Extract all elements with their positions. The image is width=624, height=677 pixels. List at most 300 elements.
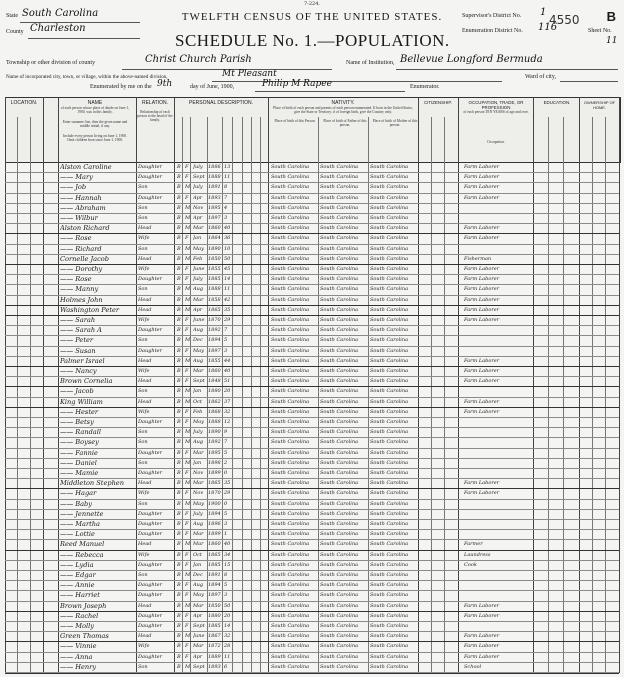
cell-mother: South Carolina [370,317,409,323]
cell-race: B [177,317,181,323]
cell-sex: F [185,643,189,650]
cell-relation: Head [138,633,152,640]
cell-month: Aug [193,327,204,334]
cell-race: B [177,582,181,589]
cell-age: 40 [224,541,231,548]
cell-father: South Carolina [320,245,359,252]
cell-race: B [177,602,181,609]
cell-mother: South Carolina [370,429,409,436]
cell-year: 1880 [208,612,221,619]
cell-mother: South Carolina [370,582,409,589]
corner-letter: B [606,9,616,24]
cell-month: Mar [193,643,204,650]
cell-relation: Daughter [138,531,162,538]
schedule-title: SCHEDULE No. 1.—POPULATION. [175,31,450,50]
cell-race: B [177,551,181,558]
county-value: Charleston [30,23,86,34]
form-number: 7-224. [303,1,320,7]
cell-month: Apr [193,612,203,619]
cell-sex: M [185,357,191,364]
enumerator-label: Enumerator. [410,84,440,90]
cell-month: July [193,276,203,283]
sheet-value: 11 [606,36,618,46]
cell-year: 1888 [208,174,221,181]
cell-occupation: Farm Laborer [464,490,500,497]
cell-place: South Carolina [271,245,310,252]
cell-place: South Carolina [271,490,310,497]
cell-relation: Wife [138,551,150,558]
cell-name: —— Lottie [60,530,95,539]
cell-sex: M [185,255,191,262]
cell-name: —— Abraham [60,203,106,212]
col-name-note2: Enter surname first, then the given name and middle initial, if any. [62,120,128,128]
cell-race: B [177,276,181,283]
cell-father: South Carolina [320,653,359,660]
cell-mother: South Carolina [370,194,409,201]
col-name-note3: Include every person living on June 1, 1900. Omit children born since June 1, 1900. [63,134,127,142]
cell-father: South Carolina [320,612,359,619]
cell-father: South Carolina [320,286,359,293]
cell-name: —— Susan [60,346,96,355]
cell-mother: South Carolina [370,561,409,568]
cell-relation: Son [138,429,148,436]
cell-mother: South Carolina [370,306,409,313]
cell-sex: F [185,592,189,599]
cell-month: Aug [193,582,204,589]
cell-mother: South Carolina [370,633,409,640]
cell-father: South Carolina [320,500,359,507]
cell-relation: Daughter [138,347,162,354]
cell-year: 1865 [208,551,221,558]
cell-mother: South Carolina [370,653,409,660]
cell-race: B [177,327,181,334]
col-birth-person: Place of birth of this Person. [274,119,316,123]
cell-age: 8 [224,184,228,191]
cell-year: 1890 [208,245,221,252]
cell-sex: M [185,663,191,670]
cell-place: South Carolina [271,296,310,303]
cell-year: 1885 [208,276,221,283]
cell-place: South Carolina [271,276,310,283]
cell-father: South Carolina [320,164,359,170]
cell-name: Green Thomas [60,632,109,641]
cell-month: Aug [193,521,204,527]
cell-name: —— Manny [60,285,99,294]
cell-race: B [177,245,181,252]
cell-relation: Daughter [138,164,162,170]
cell-mother: South Carolina [370,663,409,670]
cell-mother: South Carolina [370,368,409,374]
cell-relation: Wife [138,408,150,415]
cell-age: 8 [224,572,228,578]
cell-place: South Carolina [271,572,310,578]
cell-relation: Son [138,572,148,578]
cell-year: 1858 [208,296,221,303]
cell-race: B [177,663,181,670]
enumerator-rule [255,91,405,92]
cell-sex: M [185,286,191,293]
cell-name: —— Richard [60,244,102,253]
cell-place: South Carolina [271,235,310,242]
col-birth-father: Place of birth of Father of this person. [323,119,367,127]
cell-occupation: Farm Laborer [464,164,500,170]
cell-relation: Son [138,337,148,344]
cell-sex: F [185,276,189,283]
cell-month: Oct [193,551,202,558]
cell-race: B [177,408,181,415]
city-rule [212,81,502,82]
cell-month: Aug [193,357,204,364]
cell-name: —— Randall [60,428,101,437]
enumerated-middle: day of June, 1900, [190,84,235,90]
cell-name: Alston Richard [60,224,110,233]
cell-father: South Carolina [320,317,359,323]
cell-occupation: Farm Laborer [464,357,500,364]
cell-year: 1867 [208,633,221,640]
cell-father: South Carolina [320,459,359,466]
cell-name: —— Vinnie [60,642,97,651]
cell-place: South Carolina [271,602,310,609]
cell-sex: M [185,480,191,487]
cell-race: B [177,164,181,170]
cell-name: —— Hagar [60,489,97,498]
cell-father: South Carolina [320,357,359,364]
cell-place: South Carolina [271,643,310,650]
cell-relation: Head [138,378,152,385]
cell-name: —— Fannie [60,448,98,457]
cell-sex: F [185,510,189,517]
cell-mother: South Carolina [370,531,409,538]
state-label: State [6,13,18,19]
cell-father: South Carolina [320,449,359,456]
cell-father: South Carolina [320,510,359,517]
cell-place: South Carolina [271,633,310,640]
cell-relation: Wife [138,266,150,272]
cell-relation: Son [138,388,148,395]
state-value: South Carolina [22,8,99,19]
institution-value: Bellevue Longford Bermuda [400,54,543,65]
cell-age: 5 [224,582,228,589]
cell-month: Jan [193,235,202,242]
cell-father: South Carolina [320,368,359,374]
cell-age: 7 [224,327,228,334]
cell-mother: South Carolina [370,449,409,456]
cell-race: B [177,368,181,374]
cell-month: Sept [193,623,205,629]
cell-sex: F [185,327,189,334]
cell-relation: Head [138,255,152,262]
cell-sex: F [185,470,189,476]
cell-sex: F [185,653,189,660]
cell-relation: Daughter [138,592,162,599]
cell-age: 5 [224,449,228,456]
cell-month: July [193,429,203,436]
cell-place: South Carolina [271,623,310,629]
cell-place: South Carolina [271,419,310,425]
cell-year: 1850 [208,602,221,609]
cell-sex: F [185,521,189,527]
cell-sex: M [185,215,191,221]
col-personal: PERSONAL DESCRIPTION. [189,100,253,106]
cell-mother: South Carolina [370,490,409,497]
cell-sex: M [185,500,191,507]
cell-mother: South Carolina [370,296,409,303]
cell-place: South Carolina [271,327,310,334]
cell-race: B [177,296,181,303]
cell-year: 1900 [208,500,221,507]
cell-mother: South Carolina [370,572,409,578]
cell-relation: Daughter [138,612,162,619]
cell-name: —— Lydia [60,560,94,569]
cell-relation: Son [138,459,148,466]
cell-place: South Carolina [271,439,310,446]
cell-relation: Daughter [138,174,162,181]
cell-age: 35 [224,306,231,313]
cell-name: —— Henry [60,662,97,671]
cell-year: 1860 [208,541,221,548]
cell-mother: South Carolina [370,347,409,354]
cell-year: 1870 [208,317,221,323]
cell-father: South Carolina [320,551,359,558]
cell-relation: Head [138,602,152,609]
cell-year: 1888 [208,286,221,293]
cell-year: 1862 [208,398,221,405]
cell-father: South Carolina [320,306,359,313]
divider [619,97,620,673]
enumerated-prefix: Enumerated by me on the [90,84,152,90]
cell-year: 1870 [208,490,221,497]
cell-mother: South Carolina [370,276,409,283]
cell-place: South Carolina [271,204,310,211]
cell-father: South Carolina [320,419,359,425]
cell-race: B [177,184,181,191]
cell-father: South Carolina [320,633,359,640]
cell-sex: F [185,164,189,170]
cell-place: South Carolina [271,255,310,262]
cell-age: 3 [224,347,228,354]
cell-name: —— Harriet [60,591,100,600]
sheet-label: Sheet No. [588,28,612,34]
cell-mother: South Carolina [370,592,409,599]
cell-place: South Carolina [271,398,310,405]
cell-month: Sept [193,378,205,385]
cell-age: 35 [224,480,231,487]
cell-father: South Carolina [320,266,359,272]
cell-year: 1890 [208,429,221,436]
cell-sex: M [185,225,191,232]
cell-age: 14 [224,623,231,629]
cell-year: 1880 [208,388,221,395]
cell-occupation: Farm Laborer [464,480,500,487]
cell-name: —— Rebecca [60,550,104,559]
col-nativity-note: Place of birth of each person and parents of each person enumerated. If born in the United States, give the State or Territory; if of foreign birth, give the Country only. [273,106,413,114]
cell-place: South Carolina [271,541,310,548]
cell-relation: Daughter [138,623,162,629]
cell-race: B [177,653,181,660]
cell-occupation: Farm Laborer [464,653,500,660]
cell-month: Oct [193,398,202,405]
cell-month: May [193,347,204,354]
cell-race: B [177,174,181,181]
cell-year: 1855 [208,266,221,272]
cell-relation: Head [138,225,152,232]
cell-occupation: Farm Laborer [464,184,500,191]
cell-father: South Carolina [320,521,359,527]
col-ownership: OWNERSHIP OF HOME. [583,100,616,110]
cell-month: June [193,633,205,640]
enumerated-day: 9th [157,79,173,89]
cell-name: —— Job [60,183,87,192]
cell-father: South Carolina [320,429,359,436]
table-bottom-rule [5,673,619,674]
cell-place: South Carolina [271,357,310,364]
cell-father: South Carolina [320,602,359,609]
cell-name: Reed Manuel [60,540,105,549]
cell-relation: Wife [138,368,150,374]
cell-father: South Carolina [320,531,359,538]
cell-name: —— Rachel [60,611,99,620]
cell-relation: Daughter [138,561,162,568]
cell-year: 1898 [208,459,221,466]
cell-place: South Carolina [271,164,310,170]
cell-age: 11 [224,174,231,181]
cell-father: South Carolina [320,215,359,221]
cell-year: 1850 [208,255,221,262]
cell-name: —— Boysey [60,438,99,447]
cell-relation: Daughter [138,419,162,425]
cell-name: —— Jacob [60,387,94,396]
cell-age: 11 [224,653,231,660]
cell-year: 1865 [208,480,221,487]
supervisor-label: Supervisor's District No. [462,13,522,19]
cell-sex: F [185,317,189,323]
cell-sex: M [185,633,191,640]
cell-year: 1892 [208,327,221,334]
cell-father: South Carolina [320,296,359,303]
cell-age: 7 [224,439,228,446]
cell-age: 15 [224,561,231,568]
cell-race: B [177,429,181,436]
cell-mother: South Carolina [370,204,409,211]
cell-mother: South Carolina [370,500,409,507]
cell-age: 34 [224,551,231,558]
cell-month: Apr [193,194,203,201]
cell-month: July [193,510,203,517]
cell-father: South Carolina [320,235,359,242]
cell-age: 10 [224,245,231,252]
cell-father: South Carolina [320,470,359,476]
cell-age: 50 [224,602,231,609]
cell-age: 2 [224,459,228,466]
cell-sex: F [185,623,189,629]
col-relation-note: Relationship of each person to the head of the family. [137,110,173,122]
cell-age: 45 [224,266,231,272]
cell-occupation: Farm Laborer [464,266,500,272]
cell-father: South Carolina [320,561,359,568]
cell-name: —— Annie [60,581,95,590]
col-name-note: of each person whose place of abode on June 1, 1900, was in this family. [60,106,130,114]
cell-relation: Head [138,480,152,487]
cell-place: South Carolina [271,337,310,344]
cell-father: South Carolina [320,388,359,395]
cell-age: 32 [224,408,231,415]
cell-race: B [177,480,181,487]
cell-age: 5 [224,337,228,344]
institution-label: Name of Institution, [346,60,395,66]
cell-name: —— Hester [60,407,99,416]
cell-month: July [193,164,203,170]
cell-race: B [177,470,181,476]
township-label: Township or other division of county [6,60,96,66]
cell-year: 1872 [208,643,221,650]
cell-month: Aug [193,439,204,446]
cell-father: South Carolina [320,408,359,415]
ward-rule [560,81,618,82]
col-name: NAME [87,100,103,106]
cell-sex: F [185,531,189,538]
cell-occupation: Farm Laborer [464,643,500,650]
stamp-number: 4550 [549,13,580,27]
enumeration-label: Enumeration District No. [462,28,523,34]
cell-mother: South Carolina [370,408,409,415]
cell-sex: F [185,449,189,456]
cell-mother: South Carolina [370,255,409,262]
cell-age: 13 [224,164,231,170]
cell-mother: South Carolina [370,510,409,517]
cell-sex: F [185,582,189,589]
cell-mother: South Carolina [370,245,409,252]
cell-age: 1 [224,531,228,538]
county-rule [28,38,140,39]
cell-relation: Head [138,357,152,364]
ward-label: Ward of city, [525,74,556,80]
cell-year: 1860 [208,225,221,232]
cell-relation: Son [138,286,148,293]
cell-mother: South Carolina [370,235,409,242]
cell-occupation: Fisherman [464,255,492,262]
cell-year: 1894 [208,337,221,344]
cell-race: B [177,337,181,344]
cell-year: 1895 [208,449,221,456]
cell-age: 3 [224,215,228,221]
cell-sex: M [185,245,191,252]
cell-race: B [177,306,181,313]
cell-race: B [177,449,181,456]
cell-sex: M [185,439,191,446]
cell-place: South Carolina [271,378,310,385]
cell-place: South Carolina [271,551,310,558]
cell-mother: South Carolina [370,286,409,293]
col-birth-mother: Place of birth of Mother of this person. [372,119,418,127]
cell-sex: F [185,235,189,242]
cell-race: B [177,378,181,385]
cell-place: South Carolina [271,347,310,354]
cell-relation: Wife [138,317,150,323]
cell-occupation: Farm Laborer [464,612,500,619]
cell-race: B [177,521,181,527]
col-occupation-note: of each person TEN YEARS of age and over. [463,110,529,114]
cell-name: Brown Cornelia [60,377,113,386]
cell-place: South Carolina [271,317,310,323]
cell-month: June [193,317,205,323]
cell-age: 12 [224,419,231,425]
cell-mother: South Carolina [370,164,409,170]
cell-mother: South Carolina [370,480,409,487]
cell-father: South Carolina [320,225,359,232]
cell-relation: Daughter [138,276,162,283]
cell-year: 1894 [208,582,221,589]
cell-occupation: Farm Laborer [464,174,500,181]
